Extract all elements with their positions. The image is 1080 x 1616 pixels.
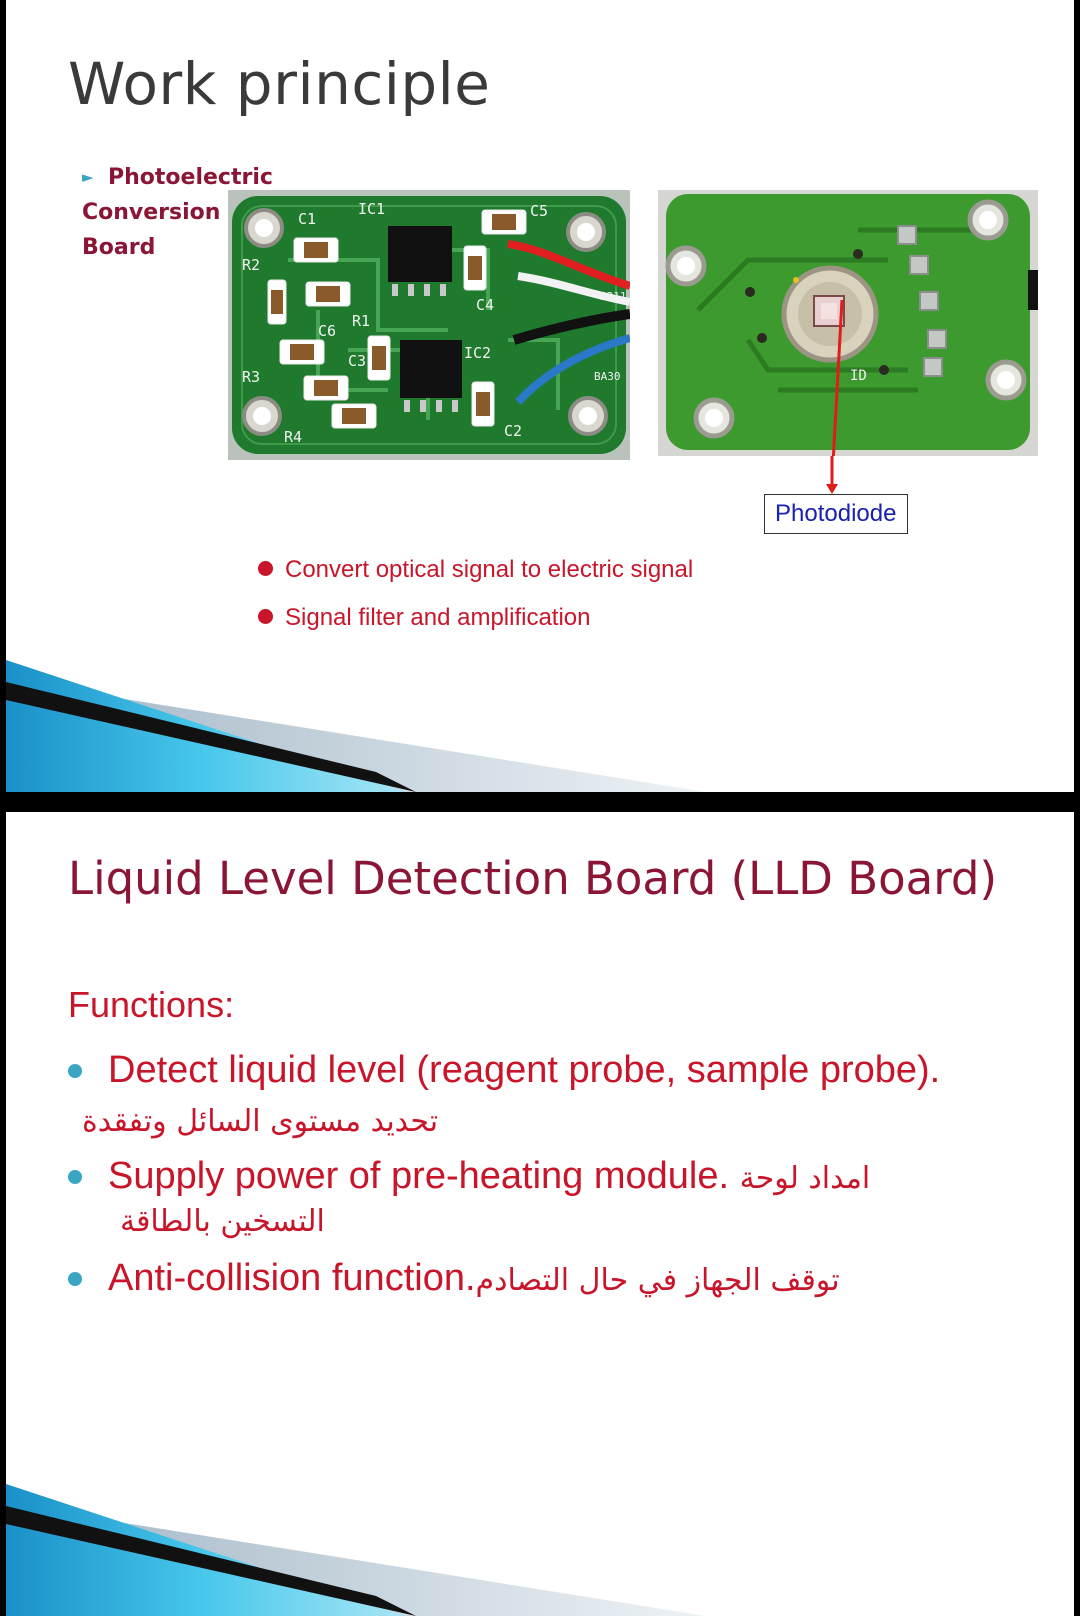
- silk-label-c1: C1: [298, 210, 317, 228]
- bullet-dot-icon: [258, 609, 273, 624]
- silk-label-c4: C4: [476, 296, 495, 314]
- silk-label-c3: C3: [348, 352, 367, 370]
- function-item: Anti-collision function.توقف الجهاز في حال التصادم: [108, 1254, 1008, 1305]
- silk-label-ic2: IC2: [464, 344, 492, 362]
- arabic-translation: تحديد مستوى السائل وتفقدة: [82, 1104, 439, 1139]
- arabic-translation: التسخين بالطاقة: [120, 1204, 325, 1239]
- photodiode-board-image: [658, 190, 1038, 456]
- bullet-item: Signal filter and amplification: [258, 604, 591, 632]
- silk-label-ba30: BA30: [594, 370, 621, 383]
- callout-arrow: [822, 456, 842, 496]
- slide-title: Liquid Level Detection Board (LLD Board): [68, 852, 998, 905]
- functions-label: Functions:: [68, 984, 235, 1025]
- silk-label-r2: R2: [242, 256, 261, 274]
- silk-label-r4: R4: [284, 428, 303, 446]
- silk-label-c5: C5: [530, 202, 549, 220]
- slide-corner-decoration: [6, 1484, 706, 1616]
- function-item: Detect liquid level (reagent probe, sample probe).: [108, 1046, 1008, 1094]
- bullet-item: Convert optical signal to electric signal: [258, 556, 693, 584]
- slide-lld-board: [6, 812, 1074, 1616]
- bullet-dot-icon: [68, 1272, 82, 1286]
- silk-label-id: ID: [850, 368, 867, 384]
- silk-label-r1: R1: [352, 312, 371, 330]
- bullet-dot-icon: [68, 1064, 82, 1078]
- slide-work-principle: [6, 0, 1074, 792]
- silk-label-c6: C6: [318, 322, 337, 340]
- silk-label-ic1: IC1: [358, 200, 386, 218]
- bullet-dot-icon: [68, 1170, 82, 1184]
- arabic-translation: توقف الجهاز في حال التصادم: [475, 1263, 840, 1298]
- arabic-translation: امداد لوحة: [739, 1161, 871, 1196]
- bullet-dot-icon: [258, 561, 273, 576]
- photoelectric-board-image: [228, 190, 630, 460]
- slide-corner-decoration: [6, 660, 706, 792]
- photodiode-callout-label: Photodiode: [764, 494, 908, 534]
- silk-label-r3: R3: [242, 368, 261, 386]
- function-item: Supply power of pre-heating module. امداد لوحة: [108, 1152, 1008, 1203]
- side-heading: ► Photoelectric Conversion Board: [82, 160, 282, 265]
- silk-label-c2: C2: [504, 422, 523, 440]
- slide-title: Work principle: [68, 50, 491, 118]
- silk-label-b311: B311: [600, 290, 627, 303]
- triangle-bullet-icon: ►: [82, 168, 94, 186]
